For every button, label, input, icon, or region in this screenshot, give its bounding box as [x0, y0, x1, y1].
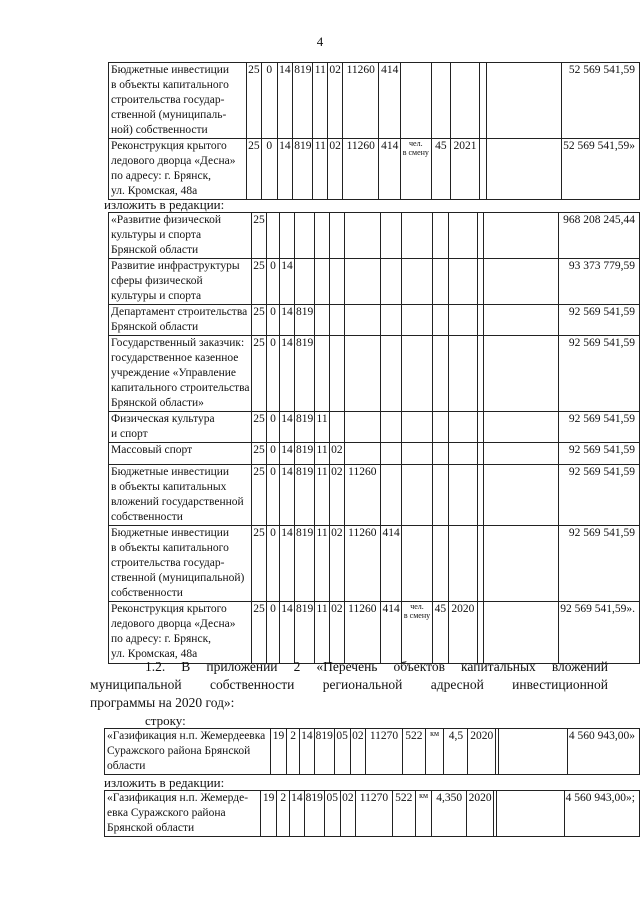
code-cell: 819	[294, 465, 314, 526]
code-cell	[380, 443, 402, 465]
row-name-cell: Развитие инфраструктуры сферы физической культуры и спорта	[109, 259, 252, 305]
row-name-cell: Бюджетные инвестиции в объекты капитального строительства государ- ственной (муниципаль- ной) собственности	[109, 63, 247, 139]
code-cell: 11	[315, 602, 330, 664]
code-cell	[448, 526, 477, 602]
code-cell: 25	[252, 412, 267, 443]
code-cell: 45	[432, 602, 448, 664]
code-cell: 4,350	[432, 791, 466, 837]
budget-table-new	[108, 212, 640, 664]
code-cell: 25	[252, 259, 267, 305]
code-cell: 14	[300, 729, 315, 775]
code-cell	[380, 412, 402, 443]
code-cell	[294, 213, 314, 259]
code-cell	[402, 213, 432, 259]
code-cell	[448, 412, 477, 443]
code-cell: 19	[260, 791, 276, 837]
code-cell: 11260	[344, 465, 380, 526]
code-cell	[380, 305, 402, 336]
code-cell: 2	[277, 791, 290, 837]
amount-cell: 93 373 779,59	[559, 259, 640, 305]
code-cell	[477, 336, 484, 412]
row-label: строку:	[145, 713, 186, 728]
code-cell: 25	[252, 213, 267, 259]
paragraph-1-2	[90, 658, 608, 712]
code-cell	[448, 213, 477, 259]
code-cell: 11	[315, 412, 330, 443]
code-cell: 2021	[451, 139, 480, 200]
row-name-cell: Массовый спорт	[109, 443, 252, 465]
code-cell: 0	[266, 336, 279, 412]
code-cell	[432, 213, 448, 259]
code-cell: 819	[294, 336, 314, 412]
table-row	[109, 305, 640, 336]
code-cell	[294, 259, 314, 305]
code-cell: 819	[294, 526, 314, 602]
code-cell	[315, 259, 330, 305]
code-cell: 819	[294, 305, 314, 336]
code-cell	[448, 305, 477, 336]
code-cell: чел. в смену	[402, 602, 432, 664]
code-cell: 819	[293, 63, 313, 139]
table-row	[109, 336, 640, 412]
table-row	[109, 412, 640, 443]
spacer-cell	[484, 602, 559, 664]
amount-cell: 968 208 245,44	[559, 213, 640, 259]
code-cell: 02	[329, 443, 344, 465]
code-cell: 25	[252, 305, 267, 336]
code-cell	[402, 412, 432, 443]
code-cell: 25	[252, 602, 267, 664]
code-cell: 14	[290, 791, 305, 837]
amount-cell: 92 569 541,59	[559, 526, 640, 602]
code-cell	[344, 412, 380, 443]
code-cell: 414	[379, 139, 401, 200]
code-cell	[402, 259, 432, 305]
code-cell: 14	[280, 336, 295, 412]
table-row	[109, 443, 640, 465]
code-cell	[400, 63, 431, 139]
table-row	[109, 259, 640, 305]
code-cell	[448, 336, 477, 412]
code-cell: 02	[350, 729, 366, 775]
code-cell: 0	[266, 412, 279, 443]
spacer-cell	[484, 213, 559, 259]
code-cell	[315, 336, 330, 412]
code-cell: 11260	[343, 139, 379, 200]
table-row	[109, 213, 640, 259]
code-cell: 0	[261, 139, 277, 200]
code-cell	[480, 63, 487, 139]
row-name-cell: Государственный заказчик: государственное казенное учреждение «Управление капитального строительства Брянской области»	[109, 336, 252, 412]
code-cell: 2020	[466, 791, 494, 837]
row-name-cell: Реконструкция крытого ледового дворца «Десна» по адресу: г. Брянск, ул. Кромская, 48а	[109, 139, 247, 200]
code-cell: 2	[287, 729, 300, 775]
paragraph-line-2: муниципальной собственности региональной адресной инвестиционной	[90, 677, 608, 692]
code-cell: 25	[252, 443, 267, 465]
amount-cell: 92 569 541,59	[559, 336, 640, 412]
code-cell: км	[425, 729, 443, 775]
code-cell	[344, 213, 380, 259]
code-cell: 0	[266, 526, 279, 602]
code-cell: 14	[280, 305, 295, 336]
code-cell	[432, 412, 448, 443]
table-row	[105, 791, 640, 837]
code-cell: 11	[315, 465, 330, 526]
code-cell	[480, 139, 487, 200]
code-cell: 819	[304, 791, 324, 837]
spacer-cell	[484, 465, 559, 526]
amount-cell: 92 569 541,59	[559, 443, 640, 465]
amount-cell: 92 569 541,59	[559, 305, 640, 336]
code-cell: 14	[280, 412, 295, 443]
gas-table-old	[104, 728, 640, 775]
edit-label-2: изложить в редакции:	[104, 775, 225, 790]
code-cell: 819	[294, 412, 314, 443]
code-cell: 25	[246, 63, 261, 139]
code-cell	[432, 305, 448, 336]
code-cell: 11	[315, 443, 330, 465]
amount-cell: 92 569 541,59».	[559, 602, 640, 664]
code-cell: 11270	[356, 791, 392, 837]
spacer-cell	[486, 139, 561, 200]
code-cell	[477, 465, 484, 526]
code-cell: 522	[402, 729, 425, 775]
code-cell	[315, 213, 330, 259]
row-name-cell: «Газификация н.п. Жемерде- евка Суражского района Брянской области	[105, 791, 261, 837]
table-row	[105, 729, 640, 775]
code-cell	[280, 213, 295, 259]
code-cell: 25	[252, 465, 267, 526]
code-cell: 14	[280, 526, 295, 602]
code-cell	[451, 63, 480, 139]
amount-cell: 52 569 541,59	[562, 63, 640, 139]
code-cell: 2020	[448, 602, 477, 664]
spacer-cell	[484, 412, 559, 443]
code-cell	[402, 305, 432, 336]
code-cell: 14	[277, 139, 293, 200]
table-row	[109, 139, 640, 200]
table-row	[109, 526, 640, 602]
code-cell: 414	[380, 602, 402, 664]
amount-cell: 92 569 541,59	[559, 412, 640, 443]
code-cell	[344, 305, 380, 336]
code-cell: 02	[328, 139, 343, 200]
page-number: 4	[316, 34, 324, 49]
code-cell: 05	[334, 729, 350, 775]
row-name-cell: «Газификация н.п. Жемердеевка Суражского района Брянской области	[105, 729, 271, 775]
code-cell: 522	[392, 791, 415, 837]
code-cell	[477, 526, 484, 602]
code-cell: 0	[266, 443, 279, 465]
code-cell	[380, 259, 402, 305]
code-cell	[432, 465, 448, 526]
code-cell	[329, 305, 344, 336]
code-cell: 0	[266, 465, 279, 526]
code-cell: 11260	[344, 602, 380, 664]
amount-cell: 92 569 541,59	[559, 465, 640, 526]
code-cell	[432, 443, 448, 465]
code-cell	[380, 213, 402, 259]
code-cell	[477, 602, 484, 664]
code-cell	[432, 259, 448, 305]
code-cell	[329, 412, 344, 443]
code-cell	[402, 526, 432, 602]
spacer-cell	[484, 443, 559, 465]
code-cell	[329, 336, 344, 412]
row-name-cell: Физическая культура и спорт	[109, 412, 252, 443]
code-cell: 14	[280, 602, 295, 664]
code-cell: 11260	[344, 526, 380, 602]
spacer-cell	[486, 63, 561, 139]
code-cell	[477, 443, 484, 465]
code-cell	[432, 336, 448, 412]
code-cell	[477, 259, 484, 305]
spacer-cell	[484, 259, 559, 305]
spacer-cell	[484, 526, 559, 602]
amount-cell: 52 569 541,59»	[562, 139, 640, 200]
code-cell: 0	[266, 305, 279, 336]
amount-cell: 4 560 943,00»	[567, 729, 639, 775]
paragraph-line-1: 1.2. В приложении 2 «Перечень объектов капитальных вложений	[145, 659, 608, 674]
code-cell: 0	[261, 63, 277, 139]
code-cell: 14	[280, 259, 295, 305]
code-cell	[344, 259, 380, 305]
code-cell	[402, 465, 432, 526]
row-name-cell: Бюджетные инвестиции в объекты капитального строительства государ- ственной (муниципальной) собственности	[109, 526, 252, 602]
code-cell	[477, 412, 484, 443]
code-cell: 02	[329, 602, 344, 664]
code-cell: 05	[324, 791, 340, 837]
code-cell: 25	[246, 139, 261, 200]
code-cell: 02	[329, 526, 344, 602]
code-cell: 14	[280, 443, 295, 465]
code-cell	[432, 526, 448, 602]
spacer-cell	[484, 305, 559, 336]
code-cell	[380, 465, 402, 526]
code-cell: 25	[252, 526, 267, 602]
code-cell: 819	[294, 443, 314, 465]
code-cell: 414	[380, 526, 402, 602]
code-cell	[477, 213, 484, 259]
code-cell: 819	[314, 729, 334, 775]
row-name-cell: Бюджетные инвестиции в объекты капитальных вложений государственной собственности	[109, 465, 252, 526]
spacer-cell	[484, 336, 559, 412]
code-cell: 25	[252, 336, 267, 412]
code-cell: 45	[431, 139, 450, 200]
code-cell: чел. в смену	[400, 139, 431, 200]
code-cell: 0	[266, 259, 279, 305]
code-cell: 11	[313, 63, 328, 139]
code-cell: 11	[313, 139, 328, 200]
code-cell: 4,5	[444, 729, 468, 775]
code-cell: 11260	[343, 63, 379, 139]
code-cell	[329, 259, 344, 305]
table-row	[109, 465, 640, 526]
code-cell: 19	[270, 729, 286, 775]
row-name-cell: «Развитие физической культуры и спорта Брянской области	[109, 213, 252, 259]
row-name-cell: Реконструкция крытого ледового дворца «Десна» по адресу: г. Брянск, ул. Кромская, 48а	[109, 602, 252, 664]
code-cell	[266, 213, 279, 259]
code-cell	[448, 259, 477, 305]
code-cell	[344, 336, 380, 412]
code-cell	[477, 305, 484, 336]
code-cell: 0	[266, 602, 279, 664]
code-cell: 14	[277, 63, 293, 139]
spacer-cell	[499, 729, 568, 775]
code-cell: 02	[328, 63, 343, 139]
code-cell	[448, 443, 477, 465]
row-name-cell: Департамент строительства Брянской области	[109, 305, 252, 336]
code-cell	[402, 336, 432, 412]
code-cell	[329, 213, 344, 259]
code-cell: 14	[280, 465, 295, 526]
code-cell	[402, 443, 432, 465]
code-cell: 02	[340, 791, 356, 837]
code-cell: 414	[379, 63, 401, 139]
table-row	[109, 602, 640, 664]
code-cell	[448, 465, 477, 526]
amount-cell: 4 560 943,00»;	[564, 791, 639, 837]
table-row	[109, 63, 640, 139]
code-cell: 819	[294, 602, 314, 664]
paragraph-line-3: программы на 2020 год»:	[90, 695, 235, 710]
code-cell: 02	[329, 465, 344, 526]
code-cell: км	[415, 791, 432, 837]
budget-table-old	[108, 62, 640, 200]
code-cell: 2020	[468, 729, 496, 775]
code-cell: 11	[315, 526, 330, 602]
code-cell	[344, 443, 380, 465]
code-cell	[380, 336, 402, 412]
edit-label-1: изложить в редакции:	[104, 197, 225, 212]
code-cell	[431, 63, 450, 139]
gas-table-new	[104, 790, 640, 837]
code-cell: 819	[293, 139, 313, 200]
code-cell: 11270	[366, 729, 403, 775]
code-cell	[315, 305, 330, 336]
spacer-cell	[497, 791, 564, 837]
